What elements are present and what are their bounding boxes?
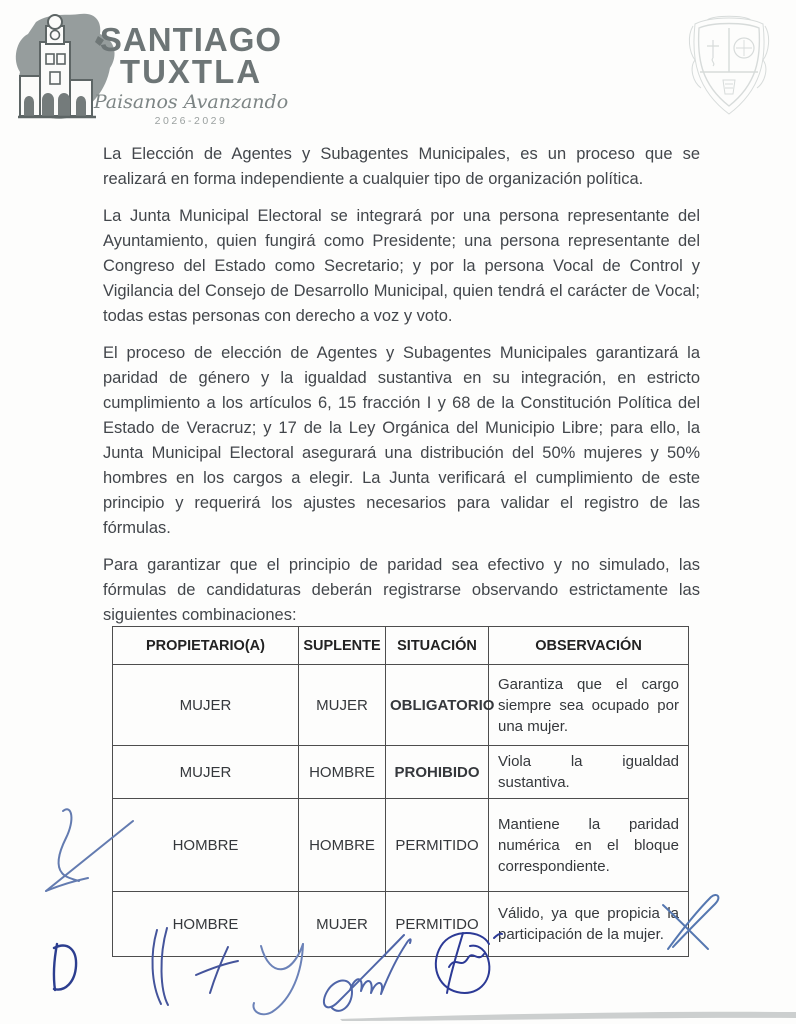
cell-situacion: PROHIBIDO: [386, 746, 489, 799]
cell-propietario: MUJER: [113, 746, 299, 799]
paragraph-junta-integration: La Junta Municipal Electoral se integrará por una persona representante del Ayuntamiento, quien fungirá como Presidente; una persona representante del Congreso del Estado como Secretario; y por la persona Vocal de Control y Vigilancia del Consejo de Desarrollo Municipal, quien tendrá el carácter de Vocal; todas estas personas con derecho a voz y voto.: [103, 207, 700, 325]
paragraph-election-process: La Elección de Agentes y Subagentes Municipales, es un proceso que se realizará en forma independiente a cualquier tipo de organización política.: [103, 145, 700, 188]
cell-observacion: Válido, ya que propicia la participación de la mujer.: [489, 892, 689, 957]
table-row: [113, 746, 689, 799]
scan-edge-shadow: [340, 1012, 796, 1021]
cell-suplente: HOMBRE: [299, 746, 386, 799]
table-header-row: [113, 627, 689, 665]
document-body-text: [103, 142, 700, 640]
logo-title-santiago: SANTIAGO: [99, 21, 283, 58]
cell-observacion: Viola la igualdad sustantiva.: [489, 746, 689, 799]
table-row: [113, 892, 689, 957]
header-observacion: OBSERVACIÓN: [489, 627, 689, 665]
cell-suplente: MUJER: [299, 892, 386, 957]
cell-propietario: HOMBRE: [113, 799, 299, 892]
header-propietario: PROPIETARIO(A): [113, 627, 299, 665]
cell-propietario: HOMBRE: [113, 892, 299, 957]
header-situacion: SITUACIÓN: [386, 627, 489, 665]
parity-combinations-table: [112, 626, 689, 957]
coat-of-arms-icon: [683, 14, 775, 126]
table-row: [113, 799, 689, 892]
cell-suplente: MUJER: [299, 665, 386, 746]
cell-observacion: Mantiene la paridad numérica en el bloque correspondiente.: [489, 799, 689, 892]
cell-observacion: Garantiza que el cargo siempre sea ocupado por una mujer.: [489, 665, 689, 746]
paragraph-gender-parity: El proceso de elección de Agentes y Subagentes Municipales garantizará la paridad de género y la igualdad sustantiva en su integración, en estricto cumplimiento a los artículos 6, 15 fracción I y 68 de la Constitución Política del Estado de Veracruz; y 17 de la Ley Orgánica del Municipio Libre; para ello, la Junta Municipal Electoral asegurará una distribución del 50% mujeres y 50% hombres en los cargos a elegir. La Junta verificará el cumplimiento de este principio y requerirá los ajustes necesarios para validar el registro de las fórmulas.: [103, 344, 700, 537]
logo-title-tuxtla: TUXTLA: [119, 53, 263, 90]
logo-period: 2026-2029: [154, 115, 228, 127]
table-row: [113, 665, 689, 746]
signature-initial-d: [54, 944, 76, 990]
cell-situacion: PERMITIDO: [386, 799, 489, 892]
header-suplente: SUPLENTE: [299, 627, 386, 665]
logo-wordmark: [88, 21, 294, 128]
logo-slogan: Paisanos Avanzando: [93, 91, 289, 113]
cell-propietario: MUJER: [113, 665, 299, 746]
cell-suplente: HOMBRE: [299, 799, 386, 892]
cell-situacion: OBLIGATORIO: [386, 665, 489, 746]
cell-situacion: PERMITIDO: [386, 892, 489, 957]
paragraph-combinations-intro: Para garantizar que el principio de paridad sea efectivo y no simulado, las fórmulas de candidaturas deberán registrarse observando estrictamente las siguientes combinaciones:: [103, 556, 700, 624]
